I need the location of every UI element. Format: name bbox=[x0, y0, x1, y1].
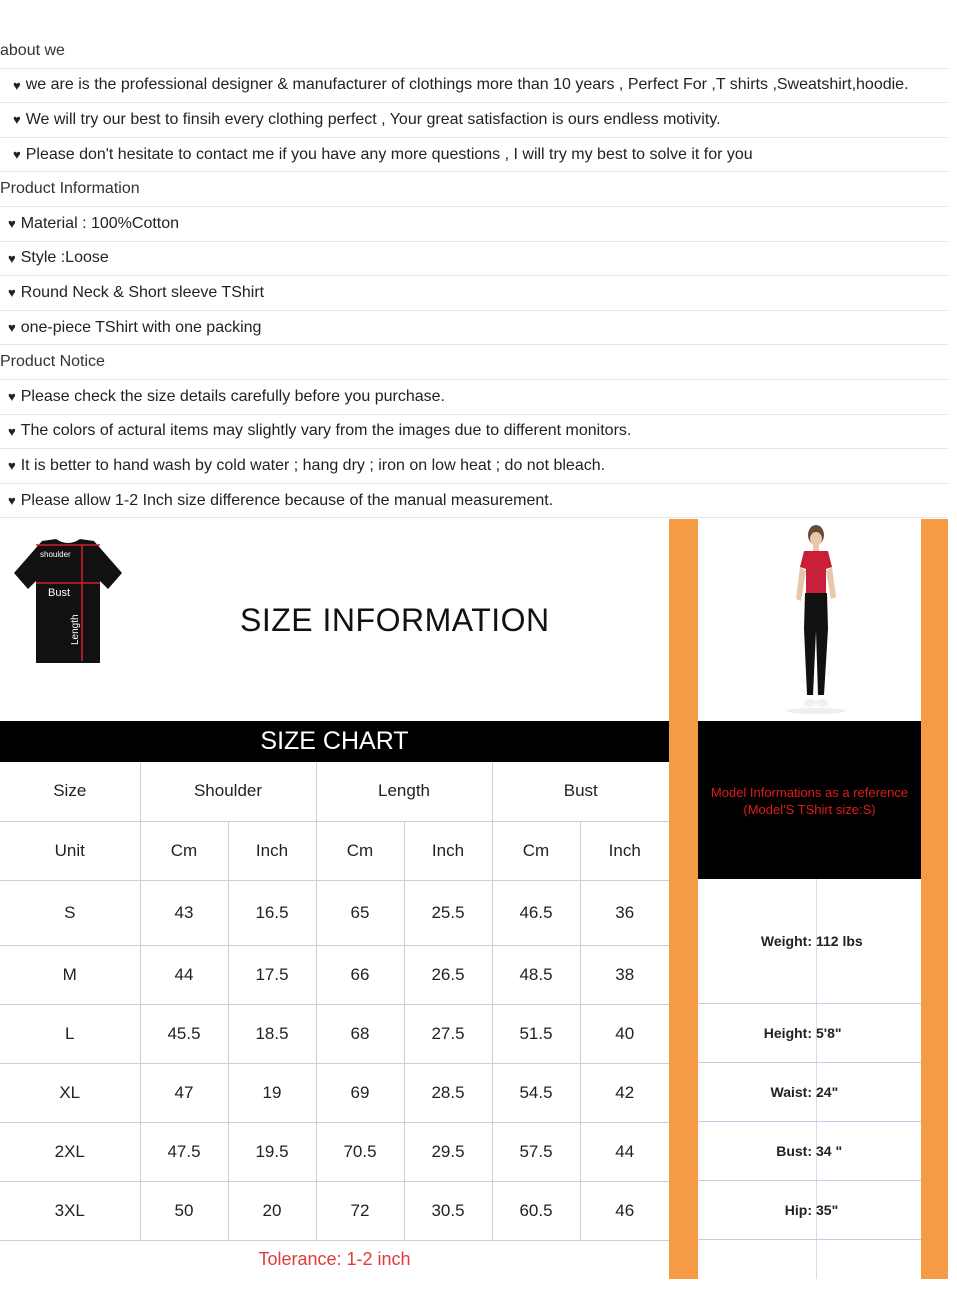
about-heading: about we bbox=[0, 34, 948, 69]
cell-length-cm: 70.5 bbox=[316, 1122, 404, 1181]
stat-value: 112 lbs bbox=[816, 933, 863, 949]
cell-length-inch: 25.5 bbox=[404, 880, 492, 945]
heart-icon: ♥ bbox=[8, 458, 16, 474]
model-stat-bust bbox=[698, 1122, 921, 1181]
heart-icon: ♥ bbox=[13, 77, 21, 93]
product-notice-item-text: The colors of actural items may slightly vary from the images due to different monitors. bbox=[20, 422, 632, 440]
model-figure bbox=[786, 525, 846, 714]
product-info-item-text: one-piece TShirt with one packing bbox=[20, 318, 262, 336]
product-notice-item bbox=[0, 484, 948, 519]
model-note-line1: Model Informations as a reference bbox=[710, 785, 909, 800]
cell-size: S bbox=[0, 880, 140, 945]
cell-shoulder-inch: 19.5 bbox=[228, 1122, 316, 1181]
stat-value: 34 " bbox=[816, 1143, 843, 1159]
product-notice-item-text: Please allow 1-2 Inch size difference because of the manual measurement. bbox=[20, 491, 554, 509]
size-information-title: SIZE INFORMATION bbox=[240, 602, 550, 638]
cell-bust-inch: 40 bbox=[580, 1004, 669, 1063]
bust-label: Bust bbox=[48, 587, 71, 599]
header-shoulder: Shoulder bbox=[140, 762, 316, 821]
cell-bust-cm: 48.5 bbox=[492, 945, 580, 1004]
about-item bbox=[0, 69, 948, 104]
heart-icon: ♥ bbox=[8, 216, 16, 232]
heart-icon: ♥ bbox=[8, 389, 16, 405]
table-header-row bbox=[0, 762, 669, 821]
cell-size: XL bbox=[0, 1063, 140, 1122]
product-notice-item-text: Please check the size details carefully before you purchase. bbox=[20, 387, 445, 405]
cell-shoulder-cm: 45.5 bbox=[140, 1004, 228, 1063]
heart-icon: ♥ bbox=[8, 285, 16, 301]
cell-shoulder-cm: 44 bbox=[140, 945, 228, 1004]
product-notice-item bbox=[0, 380, 948, 415]
orange-border-right bbox=[921, 519, 948, 1279]
cell-bust-cm: 57.5 bbox=[492, 1122, 580, 1181]
unit-label: Unit bbox=[0, 821, 140, 880]
cell-shoulder-cm: 47.5 bbox=[140, 1122, 228, 1181]
cell-length-cm: 69 bbox=[316, 1063, 404, 1122]
cell-size: L bbox=[0, 1004, 140, 1063]
heart-icon: ♥ bbox=[8, 493, 16, 509]
model-stats bbox=[698, 879, 921, 1279]
cell-length-cm: 72 bbox=[316, 1181, 404, 1240]
stat-label: Waist: bbox=[770, 1084, 812, 1100]
stat-label: Height: bbox=[763, 1025, 812, 1041]
unit-cm: Cm bbox=[316, 821, 404, 880]
about-item bbox=[0, 138, 948, 173]
cell-bust-cm: 54.5 bbox=[492, 1063, 580, 1122]
cell-length-cm: 66 bbox=[316, 945, 404, 1004]
product-info-item bbox=[0, 207, 948, 242]
cell-bust-cm: 60.5 bbox=[492, 1181, 580, 1240]
model-stat-waist bbox=[698, 1063, 921, 1122]
heart-icon: ♥ bbox=[13, 112, 21, 128]
product-notice-item-text: It is better to hand wash by cold water ; hang dry ; iron on low heat ; do not bleach. bbox=[20, 456, 606, 474]
table-row bbox=[0, 1122, 669, 1181]
product-info-list bbox=[0, 34, 948, 518]
table-unit-row bbox=[0, 821, 669, 880]
shoulder-label: shoulder bbox=[40, 550, 71, 559]
stat-value: 5'8" bbox=[816, 1025, 842, 1041]
table-row bbox=[0, 1181, 669, 1240]
unit-cm: Cm bbox=[492, 821, 580, 880]
cell-length-inch: 30.5 bbox=[404, 1181, 492, 1240]
cell-size: 2XL bbox=[0, 1122, 140, 1181]
cell-shoulder-inch: 17.5 bbox=[228, 945, 316, 1004]
product-info-item-text: Round Neck & Short sleeve TShirt bbox=[20, 283, 265, 301]
unit-inch: Inch bbox=[228, 821, 316, 880]
stat-value: 24" bbox=[816, 1084, 839, 1100]
product-info-item-text: Material : 100%Cotton bbox=[20, 214, 180, 232]
cell-length-cm: 65 bbox=[316, 880, 404, 945]
size-chart-title: SIZE CHART bbox=[0, 721, 669, 762]
product-info-item bbox=[0, 311, 948, 346]
about-item-text: We will try our best to finsih every clothing perfect , Your great satisfaction is ours endless motivity. bbox=[25, 110, 721, 128]
header-size: Size bbox=[0, 762, 140, 821]
cell-shoulder-cm: 50 bbox=[140, 1181, 228, 1240]
table-row bbox=[0, 880, 669, 945]
cell-bust-inch: 42 bbox=[580, 1063, 669, 1122]
table-row bbox=[0, 1004, 669, 1063]
cell-length-inch: 26.5 bbox=[404, 945, 492, 1004]
product-info-item-text: Style :Loose bbox=[20, 249, 109, 267]
model-stat-weight bbox=[698, 879, 921, 1004]
tolerance-note: Tolerance: 1-2 inch bbox=[258, 1249, 411, 1269]
cell-shoulder-cm: 47 bbox=[140, 1063, 228, 1122]
cell-bust-inch: 46 bbox=[580, 1181, 669, 1240]
unit-inch: Inch bbox=[404, 821, 492, 880]
cell-shoulder-inch: 19 bbox=[228, 1063, 316, 1122]
about-item-text: we are is the professional designer & manufacturer of clothings more than 10 years , Perfect For ,T shirts ,Sweatshirt,hoodie. bbox=[25, 76, 909, 94]
cell-bust-cm: 46.5 bbox=[492, 880, 580, 945]
cell-size: 3XL bbox=[0, 1181, 140, 1240]
cell-length-inch: 28.5 bbox=[404, 1063, 492, 1122]
stat-label: Bust: bbox=[776, 1143, 812, 1159]
size-chart-table bbox=[0, 762, 669, 1241]
unit-inch: Inch bbox=[580, 821, 669, 880]
cell-shoulder-inch: 16.5 bbox=[228, 880, 316, 945]
cell-bust-inch: 38 bbox=[580, 945, 669, 1004]
heart-icon: ♥ bbox=[8, 250, 16, 266]
stat-label: Weight: bbox=[760, 933, 812, 949]
cell-shoulder-cm: 43 bbox=[140, 880, 228, 945]
cell-shoulder-inch: 18.5 bbox=[228, 1004, 316, 1063]
orange-border-left bbox=[669, 519, 698, 1279]
model-stat-hip bbox=[698, 1181, 921, 1240]
cell-length-cm: 68 bbox=[316, 1004, 404, 1063]
about-item-text: Please don't hesitate to contact me if you have any more questions , I will try my best to solve it for you bbox=[25, 145, 753, 163]
stat-value: 35" bbox=[816, 1202, 839, 1218]
unit-cm: Cm bbox=[140, 821, 228, 880]
product-info-item bbox=[0, 276, 948, 311]
header-length: Length bbox=[316, 762, 492, 821]
length-label: Length bbox=[70, 614, 81, 645]
product-notice-item bbox=[0, 449, 948, 484]
model-stat-height bbox=[698, 1004, 921, 1063]
tshirt-measurement-diagram bbox=[12, 535, 124, 665]
product-info-item bbox=[0, 242, 948, 277]
model-note-line2: (Model'S TShirt size:S) bbox=[743, 802, 876, 817]
cell-size: M bbox=[0, 945, 140, 1004]
heart-icon: ♥ bbox=[8, 320, 16, 336]
model-info-note bbox=[698, 721, 921, 879]
header-bust: Bust bbox=[492, 762, 669, 821]
stat-label: Hip: bbox=[784, 1202, 812, 1218]
table-row bbox=[0, 1063, 669, 1122]
model-photo bbox=[698, 519, 921, 721]
heart-icon: ♥ bbox=[13, 147, 21, 163]
cell-bust-inch: 36 bbox=[580, 880, 669, 945]
heart-icon: ♥ bbox=[8, 423, 16, 439]
about-item bbox=[0, 103, 948, 138]
cell-shoulder-inch: 20 bbox=[228, 1181, 316, 1240]
table-row bbox=[0, 945, 669, 1004]
product-notice-heading: Product Notice bbox=[0, 345, 948, 380]
cell-length-inch: 27.5 bbox=[404, 1004, 492, 1063]
cell-bust-inch: 44 bbox=[580, 1122, 669, 1181]
product-notice-item bbox=[0, 415, 948, 450]
cell-bust-cm: 51.5 bbox=[492, 1004, 580, 1063]
cell-length-inch: 29.5 bbox=[404, 1122, 492, 1181]
product-info-heading: Product Information bbox=[0, 172, 948, 207]
